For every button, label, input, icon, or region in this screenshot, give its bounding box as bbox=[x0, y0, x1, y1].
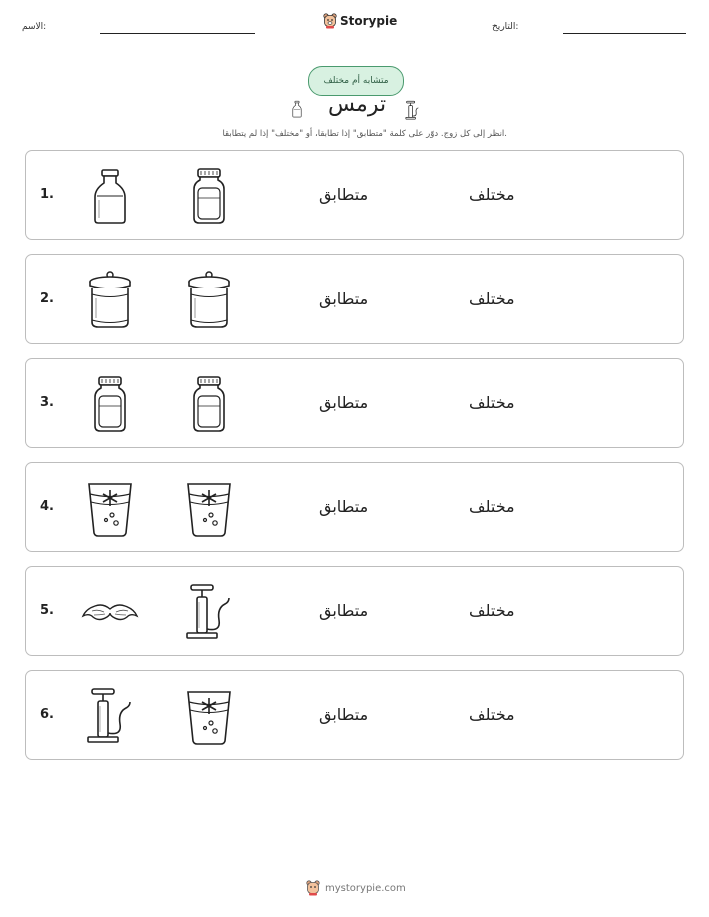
option-different[interactable]: مختلف bbox=[469, 705, 515, 724]
name-label: الاسم: bbox=[22, 22, 47, 32]
jar-icon bbox=[80, 374, 140, 434]
air-pump-icon bbox=[179, 582, 239, 642]
option-same[interactable]: متطابق bbox=[319, 601, 369, 620]
option-different[interactable]: مختلف bbox=[469, 393, 515, 412]
option-same[interactable]: متطابق bbox=[319, 185, 369, 204]
question-row bbox=[25, 254, 684, 344]
footer bbox=[306, 880, 406, 896]
ice-water-glass-icon bbox=[80, 478, 140, 538]
bear-logo-icon bbox=[306, 880, 320, 896]
question-number: 3. bbox=[40, 395, 54, 410]
container-icon bbox=[179, 270, 239, 330]
air-pump-icon bbox=[400, 96, 422, 124]
title-row bbox=[288, 92, 423, 126]
option-different[interactable]: مختلف bbox=[469, 289, 515, 308]
footer-url: mystorypie.com bbox=[325, 882, 406, 894]
question-number: 2. bbox=[40, 291, 54, 306]
option-different[interactable]: مختلف bbox=[469, 601, 515, 620]
milk-bottle-icon bbox=[288, 94, 306, 124]
question-number: 6. bbox=[40, 707, 54, 722]
question-row bbox=[25, 670, 684, 760]
option-same[interactable]: متطابق bbox=[319, 393, 369, 412]
page-title: ترمس bbox=[328, 92, 387, 117]
date-label: التاريخ: bbox=[492, 22, 519, 32]
question-row bbox=[25, 150, 684, 240]
option-same[interactable]: متطابق bbox=[319, 705, 369, 724]
mustache-icon bbox=[80, 582, 140, 642]
question-number: 1. bbox=[40, 187, 54, 202]
brand-name: Storypie bbox=[340, 14, 398, 28]
date-line[interactable] bbox=[563, 33, 686, 34]
ice-water-glass-icon bbox=[179, 686, 239, 746]
option-different[interactable]: مختلف bbox=[469, 497, 515, 516]
option-different[interactable]: مختلف bbox=[469, 185, 515, 204]
bear-logo-icon bbox=[323, 13, 337, 29]
option-same[interactable]: متطابق bbox=[319, 497, 369, 516]
jar-icon bbox=[179, 166, 239, 226]
question-row bbox=[25, 462, 684, 552]
instructions: انظر إلى كل زوج. دوّر على كلمة "متطابق" إذا تطابقا، أو "مختلف" إذا لم يتطابقا. bbox=[222, 129, 507, 139]
name-line[interactable] bbox=[100, 33, 255, 34]
jar-icon bbox=[179, 374, 239, 434]
ice-water-glass-icon bbox=[179, 478, 239, 538]
topic-badge: متشابه أم مختلف bbox=[308, 66, 404, 96]
milk-bottle-icon bbox=[80, 166, 140, 226]
question-row bbox=[25, 358, 684, 448]
question-number: 4. bbox=[40, 499, 54, 514]
container-icon bbox=[80, 270, 140, 330]
storypie-logo bbox=[323, 13, 397, 29]
question-number: 5. bbox=[40, 603, 54, 618]
question-row bbox=[25, 566, 684, 656]
option-same[interactable]: متطابق bbox=[319, 289, 369, 308]
air-pump-icon bbox=[80, 686, 140, 746]
